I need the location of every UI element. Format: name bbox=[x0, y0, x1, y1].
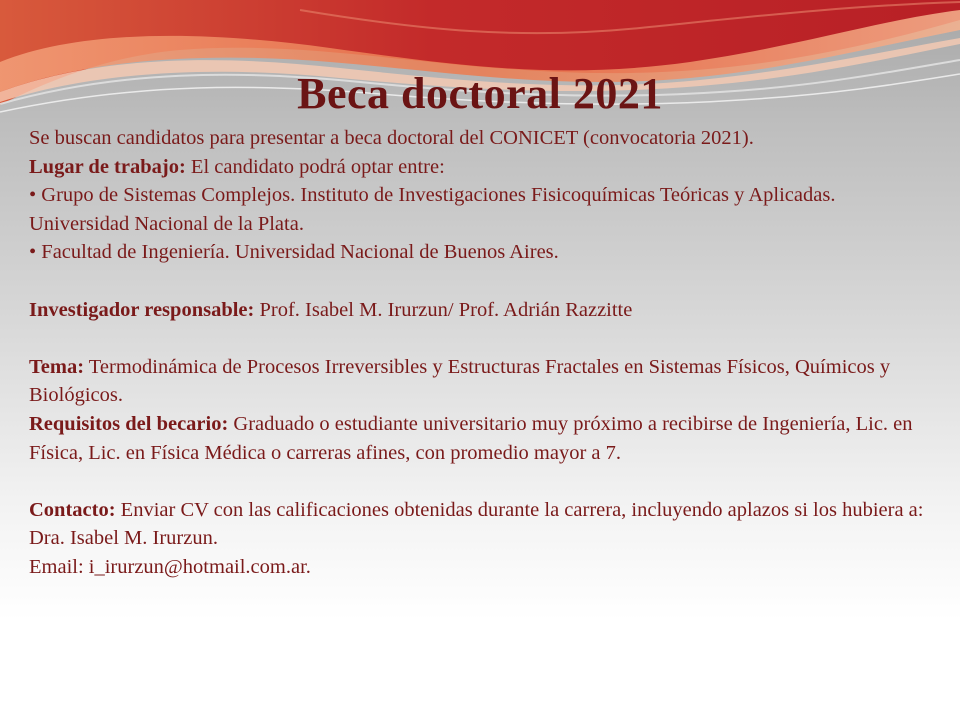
requisitos-paragraph bbox=[29, 410, 939, 467]
contacto-text: Enviar CV con las calificaciones obtenidas durante la carrera, incluyendo aplazos si los hubiera a: Dra. Isabel M. Irurzun. bbox=[29, 498, 924, 550]
tema-paragraph bbox=[29, 353, 939, 410]
tema-label: Tema: bbox=[29, 355, 85, 378]
investigador-text: Prof. Isabel M. Irurzun/ Prof. Adrián Razzitte bbox=[254, 298, 633, 321]
intro-text: Se buscan candidatos para presentar a beca doctoral del CONICET (convocatoria 2021). bbox=[29, 127, 754, 149]
investigador-paragraph bbox=[29, 296, 939, 325]
tema-text: Termodinámica de Procesos Irreversibles y Estructuras Fractales en Sistemas Físicos, Químicos y Biológicos. bbox=[29, 355, 891, 407]
contact-email: Email: i_irurzun@hotmail.com.ar. bbox=[29, 555, 311, 578]
investigador-label: Investigador responsable: bbox=[29, 298, 255, 321]
lugar-option-2: • Facultad de Ingeniería. Universidad Nacional de Buenos Aires. bbox=[29, 241, 559, 264]
lugar-paragraph bbox=[29, 153, 939, 182]
spacer bbox=[29, 267, 939, 296]
slide-title: Beca doctoral 2021 bbox=[297, 69, 663, 118]
lugar-text: El candidato podrá optar entre: bbox=[185, 155, 445, 178]
spacer bbox=[29, 467, 939, 496]
announcement-body bbox=[29, 124, 939, 582]
requisitos-text: Graduado o estudiante universitario muy próximo a recibirse de Ingeniería, Lic. en Física, Lic. en Física Médica o carreras afines, con promedio mayor a 7. bbox=[29, 412, 913, 464]
lugar-label: Lugar de trabajo: bbox=[29, 155, 186, 178]
spacer bbox=[29, 324, 939, 353]
contacto-paragraph bbox=[29, 496, 939, 553]
contacto-label: Contacto: bbox=[29, 498, 116, 521]
lugar-option-1: • Grupo de Sistemas Complejos. Instituto de Investigaciones Fisicoquímicas Teóricas y Aplicadas. Universidad Nacional de la Plata. bbox=[29, 184, 836, 235]
requisitos-label: Requisitos del becario: bbox=[29, 412, 229, 435]
